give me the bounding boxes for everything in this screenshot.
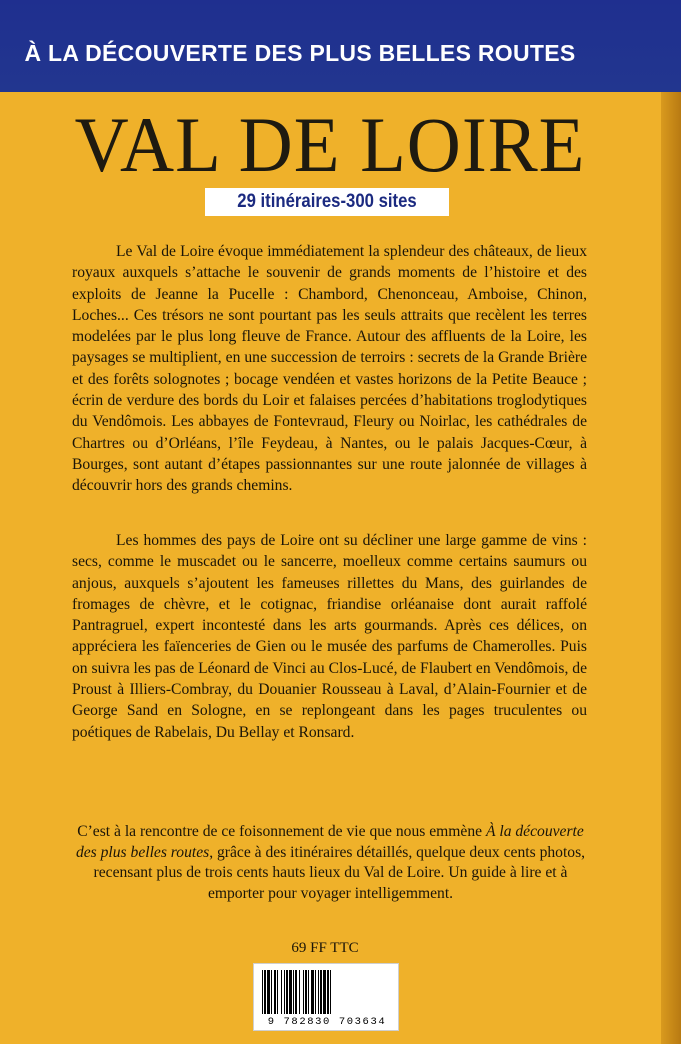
paragraph-summary [74,822,587,904]
barcode-bars [262,970,392,1014]
book-title: VAL DE LOIRE [74,101,586,188]
barcode [253,963,399,1031]
paragraph-wines: Les hommes des pays de Loire ont su décliner une large gamme de vins : secs, comme le muscadet ou le sancerre, moelleux comme certains saumurs ou anjous, auxquels s’ajoutent les fameuses rillettes du Mans, des guirlandes de fromages de chèvre, et le cotignac, friandise orléanaise dont aurait raffolé Pantragruel, expert incontesté dans les arts gourmands. Après ces délices, on appréciera les faïenceries de Gien ou le musée des parfums de Chamerolles. Puis on suivra les pas de Léonard de Vinci au Clos-Lucé, de Flaubert en Vendômois, de Proust à Illiers-Combray, du Douanier Rousseau à Laval, d’Alain-Fournier et de George Sand en Sologne, en se replongeant dans les pages truculentes ou poétiques de Rabelais, Du Bellay et Ronsard. [72,532,587,741]
paragraph-intro: Le Val de Loire évoque immédiatement la splendeur des châteaux, de lieux royaux auxquels s’attache le souvenir de grands moments de l’histoire et des exploits de Jeanne la Pucelle : Chambord, Chenonceau, Amboise, Chinon, Loches... Ces trésors ne sont pourtant pas les seuls attraits que recèlent les terres modelées par le plus long fleuve de France. Autour des affluents de la Loire, les paysages se multiplient, en une succession de terroirs : secrets de la Grande Brière et des forêts solognotes ; bocage vendéen et vastes horizons de la Petite Beauce ; écrin de verdure des bords du Loir et falaises percées d’habitations troglodytiques du Vendômois. Les abbayes de Fontevraud, Fleury ou Noirlac, les cathédrales de Chartres ou d’Orléans, l’île Feydeau, à Nantes, ou le palais Jacques-Cœur, à Bourges, sont autant d’étapes passionnantes sur une route jalonnée de villages à découvrir hors des grands chemins. [72,243,587,495]
summary-text-start: C’est à la rencontre de ce foisonnement de vie que nous emmène [77,823,486,840]
price-label: 69 FF TTC [291,940,359,956]
summary-series-title: À la découverte des plus belles routes [75,823,584,861]
series-title: À LA DÉCOUVERTE DES PLUS BELLES ROUTES [24,40,576,66]
top-banner [0,0,681,92]
subtitle-box [205,188,449,216]
isbn-number: 9 782830 703634 [267,1016,387,1028]
book-subtitle: 29 itinéraires-300 sites [237,191,417,212]
cover-edge-shadow [661,92,681,1044]
summary-text-end: , grâce à des itinéraires détaillés, quelque deux cents photos, recensant plus de trois cents hauts lieux du Val de Loire. Un guide à lire et à emporter pour voyager intelligemment. [93,843,586,902]
